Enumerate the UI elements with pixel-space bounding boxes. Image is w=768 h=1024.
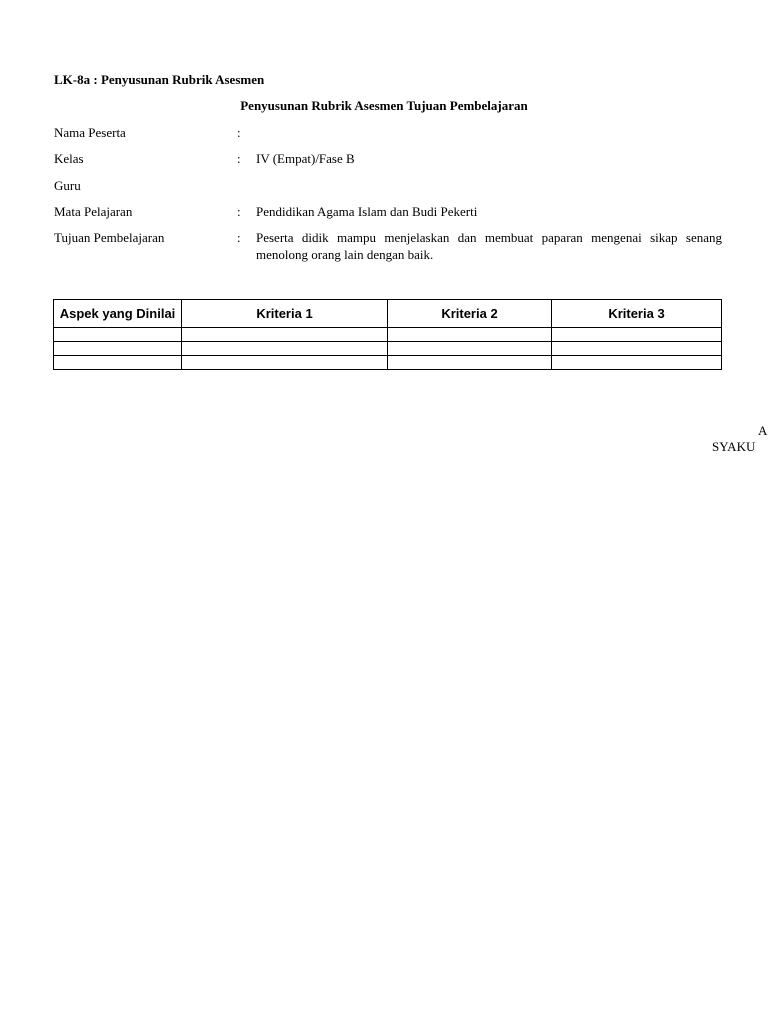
table-row: [54, 328, 722, 342]
field-label: Nama Peserta: [54, 125, 126, 140]
table-row: [54, 342, 722, 356]
table-cell: [54, 328, 182, 342]
field-colon: :: [237, 204, 241, 219]
table-cell: [182, 356, 388, 370]
table-cell: [552, 342, 722, 356]
field-colon: :: [237, 230, 241, 245]
table-cell: [182, 342, 388, 356]
table-cell: [552, 356, 722, 370]
table-cell: [388, 342, 552, 356]
document-title: Penyusunan Rubrik Asesmen Tujuan Pembelajaran: [240, 98, 528, 113]
field-colon: :: [237, 151, 241, 166]
header-kriteria-2: Kriteria 2: [388, 300, 552, 328]
field-value: Peserta didik mampu menjelaskan dan membuat paparan mengenai sikap senang menolong orang lain dengan baik.: [256, 230, 722, 262]
field-label: Tujuan Pembelajaran: [54, 230, 165, 245]
table-header-row: [54, 300, 722, 328]
truncated-text-line-2: SYAKU: [712, 439, 756, 454]
table-cell: [388, 356, 552, 370]
field-value: IV (Empat)/Fase B: [256, 151, 355, 166]
field-value: Pendidikan Agama Islam dan Budi Pekerti: [256, 204, 478, 219]
table-cell: [552, 328, 722, 342]
field-colon: :: [237, 125, 241, 140]
field-label: Kelas: [54, 151, 84, 166]
truncated-text-line-1: A: [758, 423, 768, 438]
table-cell: [54, 356, 182, 370]
field-label: Mata Pelajaran: [54, 204, 133, 219]
table-cell: [182, 328, 388, 342]
table-cell: [54, 342, 182, 356]
header-aspek: Aspek yang Dinilai: [54, 300, 182, 328]
table-cell: [388, 328, 552, 342]
field-label: Guru: [54, 178, 81, 193]
rubric-table: [53, 299, 722, 370]
header-kriteria-3: Kriteria 3: [552, 300, 722, 328]
table-row: [54, 356, 722, 370]
header-kriteria-1: Kriteria 1: [182, 300, 388, 328]
document-id: LK-8a : Penyusunan Rubrik Asesmen: [54, 72, 265, 87]
